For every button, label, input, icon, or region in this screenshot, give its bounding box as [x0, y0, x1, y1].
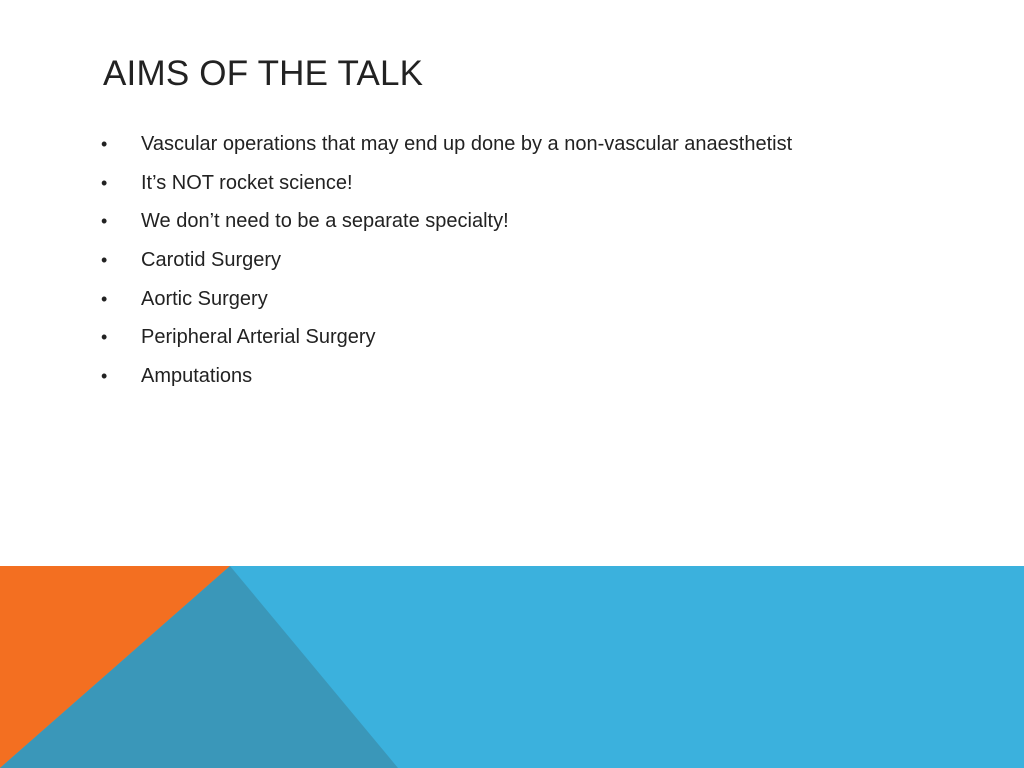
bullet-text: Amputations — [141, 365, 253, 388]
decorative-footer-band — [0, 566, 1024, 768]
bullet-icon: • — [101, 250, 108, 271]
bullet-icon: • — [101, 366, 108, 387]
slide-title: AIMS OF THE TALK — [103, 54, 424, 93]
bullet-icon: • — [101, 211, 108, 232]
bullet-icon: • — [101, 288, 108, 309]
bullet-text: Peripheral Arterial Surgery — [141, 326, 376, 349]
bullet-text: Aortic Surgery — [141, 287, 268, 310]
bullet-text: Vascular operations that may end up done by a non-vascular anaesthetist — [141, 133, 793, 155]
bullet-text: It’s NOT rocket science! — [141, 171, 353, 194]
bullet-icon: • — [101, 172, 108, 193]
bullet-icon: • — [101, 134, 108, 154]
bullet-text: We don’t need to be a separate specialty! — [141, 210, 509, 233]
bullet-icon: • — [101, 327, 108, 348]
bullet-text: Carotid Surgery — [141, 249, 282, 272]
